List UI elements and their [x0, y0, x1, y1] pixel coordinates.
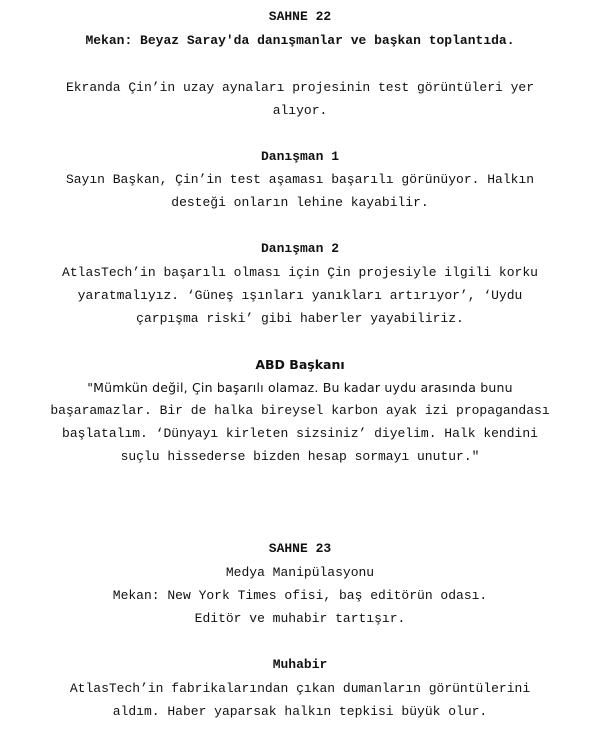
action-line: Ekranda Çin’in uzay aynaları projesinin test görüntüleri yer	[65, 80, 535, 95]
dialogue-line: "Mümkün değil, Çin başarılı olamaz. Bu kadar uydu arasında bunu	[87, 380, 513, 395]
dialogue-line: yaratmalıyız. ‘Güneş ışınları yanıkları artırıyor’, ‘Uydu	[77, 288, 523, 303]
scene-location: Mekan: Beyaz Saray'da danışmanlar ve başkan toplantıda.	[85, 33, 515, 48]
scene-subtitle: Medya Manipülasyonu	[225, 565, 375, 580]
dialogue-line: başlatalım. ‘Dünyayı kirleten sizsiniz’ diyelim. Halk kendini	[62, 426, 538, 441]
dialogue-line: çarpışma riski’ gibi haberler yayabiliriz.	[136, 311, 464, 326]
action-line: Editör ve muhabir tartışır.	[194, 611, 406, 626]
dialogue-line: aldım. Haber yaparsak halkın tepkisi büyük olur.	[112, 704, 488, 719]
character-name: ABD Başkanı	[255, 357, 345, 372]
dialogue-line: AtlasTech’in başarılı olması için Çin projesiyle ilgili korku	[62, 265, 538, 280]
dialogue-line: AtlasTech’in fabrikalarından çıkan dumanların görüntülerini	[69, 681, 531, 696]
dialogue-line: başaramazlar. Bir de halka bireysel karbon ayak izi propagandası	[50, 403, 550, 418]
character-name: Muhabir	[272, 657, 328, 672]
scene-heading: SAHNE 22	[268, 9, 332, 24]
character-name: Danışman 1	[260, 149, 339, 164]
action-line: alıyor.	[272, 103, 328, 118]
scene-location: Mekan: New York Times ofisi, baş editörün odası.	[112, 588, 488, 603]
dialogue-line: suçlu hissederse bizden hesap sormayı unutur."	[120, 449, 480, 464]
dialogue-line: desteği onların lehine kayabilir.	[171, 195, 429, 210]
character-name: Danışman 2	[260, 241, 339, 256]
scene-heading: SAHNE 23	[268, 541, 332, 556]
dialogue-line: Sayın Başkan, Çin’in test aşaması başarılı görünüyor. Halkın	[65, 172, 535, 187]
